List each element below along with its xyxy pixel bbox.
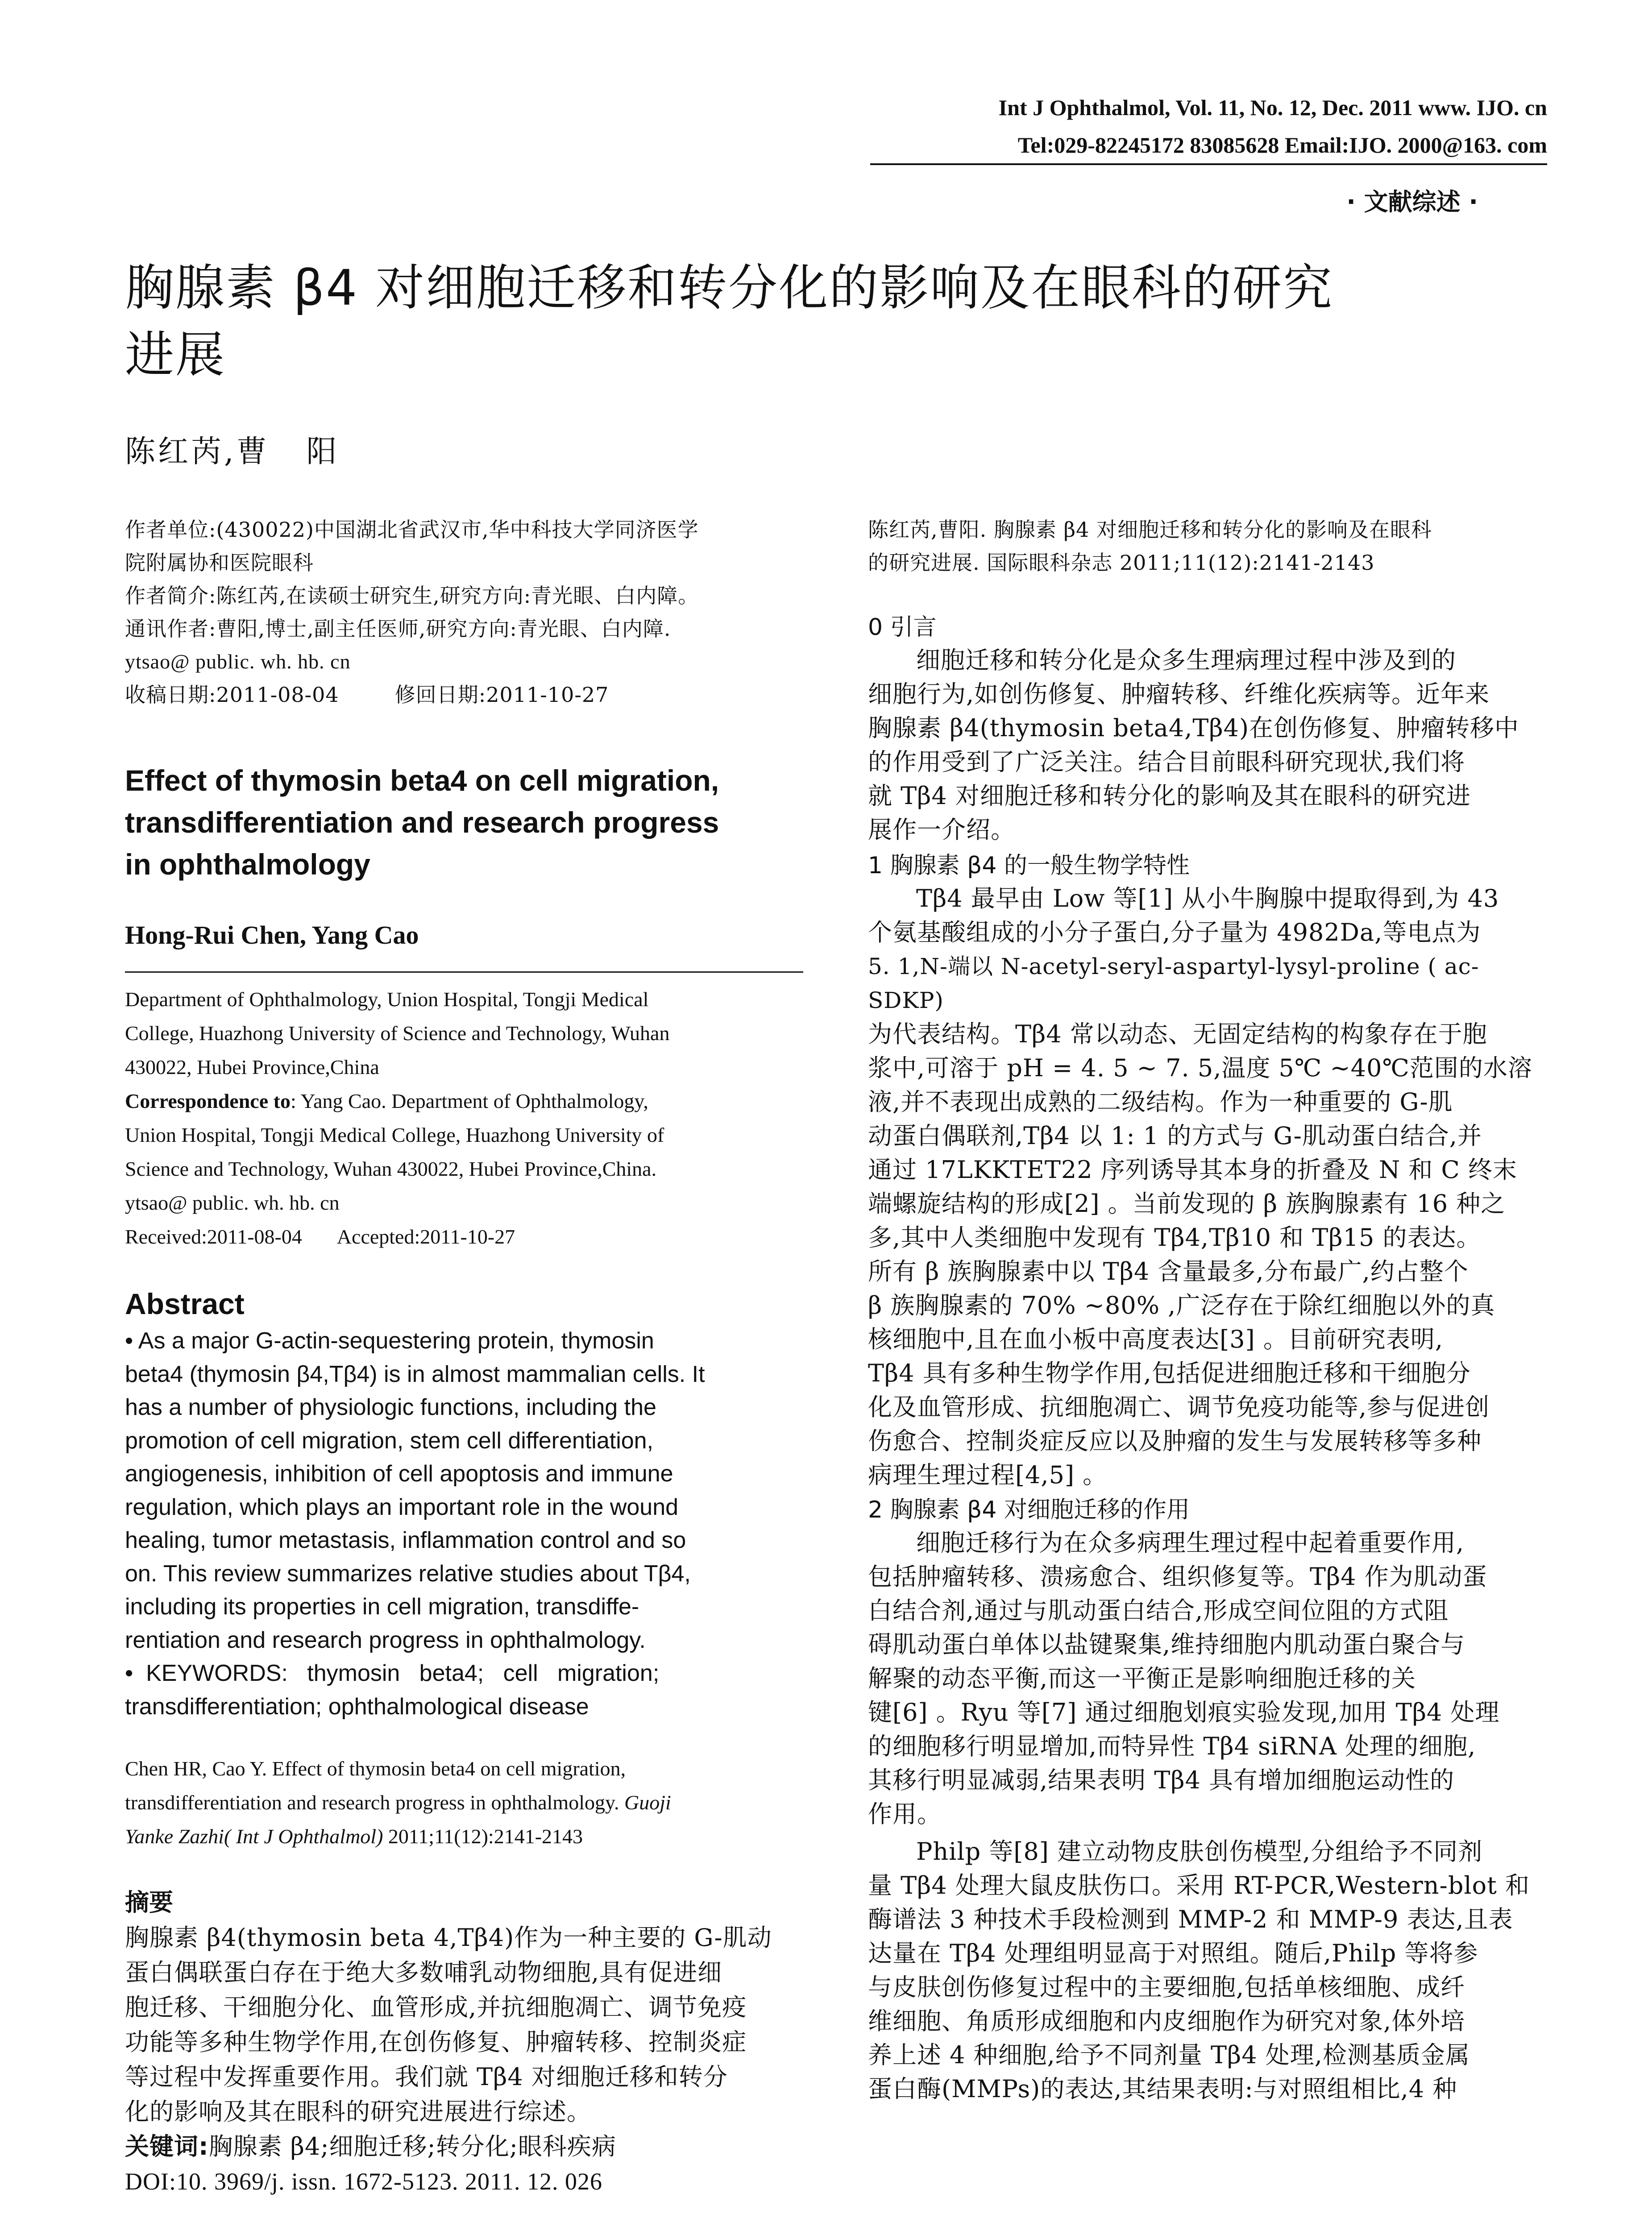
corr-line: Union Hospital, Tongji Medical College, Huazhong University of (125, 1124, 664, 1146)
section-2-heading: 2 胸腺素 β4 对细胞迁移的作用 (868, 1497, 1190, 1523)
abstract-line: promotion of cell migration, stem cell differentiation, (125, 1427, 654, 1454)
title-line-1: 胸腺素 β4 对细胞迁移和转分化的影响及在眼科的研究 (125, 259, 1334, 316)
left-column (125, 513, 803, 2199)
affil-line: 作者单位:(430022)中国湖北省武汉市,华中科技大学同济医学 (125, 518, 699, 542)
cn-abstract-line: 功能等多种生物学作用,在创伤修复、肿瘤转移、控制炎症 (125, 2028, 747, 2056)
cn-citation-line: 的研究进展. 国际眼科杂志 2011;11(12):2141-2143 (868, 551, 1375, 575)
corr-line: Science and Technology, Wuhan 430022, Hubei Province,China. (125, 1157, 657, 1180)
body-line: 达量在 Tβ4 处理组明显高于对照组。随后,Philp 等将参 (868, 1939, 1478, 1967)
abstract-line: healing, tumor metastasis, inflammation control and so (125, 1527, 686, 1553)
body-line: 酶谱法 3 种技术手段检测到 MMP-2 和 MMP-9 表达,且表 (868, 1905, 1513, 1933)
body-line: 的作用受到了广泛关注。结合目前眼科研究现状,我们将 (868, 748, 1465, 776)
affil-line: ytsao@ public. wh. hb. cn (125, 650, 351, 673)
body-line: 包括肿瘤转移、溃疡愈合、组织修复等。Tβ4 作为肌动蛋 (868, 1563, 1487, 1591)
body-line: 液,并不表现出成熟的二级结构。作为一种重要的 G-肌 (868, 1088, 1453, 1116)
body-line: 化及血管形成、抗细胞凋亡、调节免疫功能等,参与促进创 (868, 1393, 1490, 1421)
keywords-text: 胸腺素 β4;细胞迁移;转分化;眼科疾病 (208, 2132, 616, 2161)
journal-header-line2: Tel:029-82245172 83085628 Email:IJO. 2000@163. com (1017, 133, 1547, 158)
body-line: 养上述 4 种细胞,给予不同剂量 Tβ4 处理,检测基质金属 (868, 2041, 1470, 2069)
keywords-cn (125, 2129, 803, 2164)
en-title-line: Effect of thymosin beta4 on cell migration, (125, 764, 719, 797)
body-line: 端螺旋结构的形成[2] 。当前发现的 β 族胸腺素有 16 种之 (868, 1190, 1506, 1218)
right-column (868, 513, 1548, 2106)
body-line: 5. 1,N-端以 N-acetyl-seryl-aspartyl-lysyl-proline ( ac-SDKP) (868, 954, 1479, 1013)
cn-abstract-line: 化的影响及其在眼科的研究进展进行综述。 (125, 2098, 591, 2126)
citation-en (125, 1752, 803, 1854)
abstract-line: angiogenesis, inhibition of cell apoptosis and immune (125, 1461, 673, 1487)
abstract-line: • As a major G-actin-sequestering protein, thymosin (125, 1328, 654, 1354)
header-rule (870, 163, 1547, 165)
citation-volume: 2011;11(12):2141-2143 (383, 1825, 583, 1848)
body-line: 个氨基酸组成的小分子蛋白,分子量为 4982Da,等电点为 (868, 918, 1481, 946)
en-affil-line: College, Huazhong University of Science and Technology, Wuhan (125, 1022, 670, 1045)
body-line: 的细胞移行明显增加,而特异性 Tβ4 siRNA 处理的细胞, (868, 1732, 1476, 1760)
body-line: 细胞迁移和转分化是众多生理病理过程中涉及到的 (916, 646, 1456, 674)
body-line: 作用。 (868, 1800, 942, 1828)
cn-abstract-heading: 摘要 (125, 1888, 173, 1916)
en-affil-line: Department of Ophthalmology, Union Hospital, Tongji Medical (125, 988, 649, 1011)
section-tag: · 文献综述 · (1346, 188, 1478, 216)
en-title-line: transdifferentiation and research progress (125, 806, 719, 839)
body-line: 通过 17LKKTET22 序列诱导其本身的折叠及 N 和 C 终末 (868, 1156, 1517, 1184)
body-line: 白结合剂,通过与肌动蛋白结合,形成空间位阻的方式阻 (868, 1597, 1449, 1625)
section-1-heading: 1 胸腺素 β4 的一般生物学特性 (868, 852, 1190, 879)
section-0-body (868, 643, 1548, 847)
corr-email: ytsao@ public. wh. hb. cn (125, 1191, 340, 1214)
dates-line: 收稿日期:2011-08-04 修回日期:2011-10-27 (125, 683, 609, 707)
body-line: Tβ4 最早由 Low 等[1] 从小牛胸腺中提取得到,为 43 (916, 884, 1499, 912)
cn-citation (868, 513, 1548, 579)
citation-line: Chen HR, Cao Y. Effect of thymosin beta4 on cell migration, (125, 1757, 626, 1780)
body-line: 病理生理过程[4,5] 。 (868, 1461, 1108, 1489)
body-line: 所有 β 族胸腺素中以 Tβ4 含量最多,分布最广,约占整个 (868, 1257, 1469, 1286)
affil-line: 作者简介:陈红芮,在读硕士研究生,研究方向:青光眼、白内障。 (125, 584, 699, 608)
body-line: 解聚的动态平衡,而这一平衡正是影响细胞迁移的关 (868, 1664, 1416, 1692)
abstract-line: on. This review summarizes relative studies about Tβ4, (125, 1560, 691, 1587)
received-line: Received:2011-08-04 Accepted:2011-10-27 (125, 1225, 515, 1248)
keywords-en-cont: transdifferentiation; ophthalmological disease (125, 1693, 589, 1720)
body-line: 胸腺素 β4(thymosin beta4,Tβ4)在创伤修复、肿瘤转移中 (868, 714, 1519, 742)
en-affiliation (125, 983, 803, 1254)
body-line: 细胞迁移行为在众多病理生理过程中起着重要作用, (916, 1529, 1465, 1557)
body-line: 为代表结构。Tβ4 常以动态、无固定结构的构象存在于胞 (868, 1020, 1487, 1048)
doi: DOI:10. 3969/j. issn. 1672-5123. 2011. 12. 026 (125, 2168, 602, 2195)
body-line: 量 Tβ4 处理大鼠皮肤伤口。采用 RT-PCR,Western-blot 和 (868, 1871, 1530, 1899)
section-1-body (868, 882, 1548, 1492)
body-line: 键[6] 。Ryu 等[7] 通过细胞划痕实验发现,加用 Tβ4 处理 (868, 1698, 1500, 1726)
cn-citation-line: 陈红芮,曹阳. 胸腺素 β4 对细胞迁移和转分化的影响及在眼科 (868, 518, 1432, 542)
abstract-body (125, 1324, 803, 1723)
cn-abstract-line: 胞迁移、干细胞分化、血管形成,并抗细胞凋亡、调节免疫 (125, 1993, 747, 2021)
journal-name-cont: Yanke Zazhi( Int J Ophthalmol) (125, 1825, 383, 1848)
body-line: 核细胞中,且在血小板中高度表达[3] 。目前研究表明, (868, 1325, 1443, 1353)
body-line: 浆中,可溶于 pH = 4. 5 ~ 7. 5,温度 5℃ ~40℃范围的水溶 (868, 1054, 1532, 1082)
en-title (125, 759, 803, 885)
keywords-label: 关键词: (125, 2132, 209, 2161)
en-affil-line: 430022, Hubei Province,China (125, 1056, 379, 1078)
abstract-line: regulation, which plays an important role in the wound (125, 1494, 679, 1520)
body-line: 其移行明显减弱,结果表明 Tβ4 具有增加细胞运动性的 (868, 1766, 1455, 1794)
cn-abstract-line: 等过程中发挥重要作用。我们就 Tβ4 对细胞迁移和转分 (125, 2063, 728, 2091)
abstract-line: rentiation and research progress in ophthalmology. (125, 1627, 646, 1653)
affil-line: 通讯作者:曹阳,博士,副主任医师,研究方向:青光眼、白内障. (125, 617, 671, 641)
affil-line: 院附属协和医院眼科 (125, 551, 314, 575)
body-line: 动蛋白偶联剂,Tβ4 以 1: 1 的方式与 G-肌动蛋白结合,并 (868, 1122, 1482, 1150)
en-authors: Hong-Rui Chen, Yang Cao (125, 921, 419, 950)
body-line: 维细胞、角质形成细胞和内皮细胞作为研究对象,体外培 (868, 2007, 1465, 2035)
abstract-line: has a number of physiologic functions, including the (125, 1394, 656, 1420)
cn-abstract-line: 蛋白偶联蛋白存在于绝大多数哺乳动物细胞,具有促进细 (125, 1958, 722, 1986)
body-line: Tβ4 具有多种生物学作用,包括促进细胞迁移和干细胞分 (868, 1359, 1471, 1387)
citation-line (125, 1820, 803, 1854)
correspondence (125, 1084, 803, 1118)
keywords-en: • KEYWORDS: thymosin beta4; cell migration; (125, 1660, 660, 1686)
body-line: 多,其中人类细胞中发现有 Tβ4,Tβ10 和 Tβ15 的表达。 (868, 1223, 1481, 1252)
body-line: 蛋白酶(MMPs)的表达,其结果表明:与对照组相比,4 种 (868, 2075, 1457, 2103)
body-line: Philp 等[8] 建立动物皮肤创伤模型,分组给予不同剂 (916, 1837, 1483, 1866)
authors-cn: 陈红芮,曹 阳 (125, 434, 340, 469)
journal-header-line1: Int J Ophthalmol, Vol. 11, No. 12, Dec. 2011 www. IJO. cn (998, 95, 1547, 120)
citation-text: transdifferentiation and research progress in ophthalmology. (125, 1791, 619, 1814)
cn-abstract-line: 胸腺素 β4(thymosin beta 4,Tβ4)作为一种主要的 G-肌动 (125, 1924, 772, 1952)
abstract-line: beta4 (thymosin β4,Tβ4) is in almost mammalian cells. It (125, 1361, 705, 1387)
corr-text: : Yang Cao. Department of Ophthalmology, (290, 1090, 648, 1112)
citation-line (125, 1786, 803, 1820)
body-line: 展作一介绍。 (868, 816, 1015, 844)
journal-name: Guoji (624, 1791, 671, 1814)
en-title-line: in ophthalmology (125, 848, 370, 881)
section-2-body (868, 1526, 1548, 2106)
body-line: 就 Tβ4 对细胞迁移和转分化的影响及其在眼科的研究进 (868, 782, 1471, 810)
page-title (125, 254, 1333, 388)
cn-affiliation (125, 513, 803, 711)
body-line: 伤愈合、控制炎症反应以及肿瘤的发生与发展转移等多种 (868, 1427, 1482, 1455)
section-0-heading: 0 引言 (868, 614, 937, 641)
abstract-line: including its properties in cell migration, transdiffe- (125, 1594, 639, 1620)
body-line: 与皮肤创伤修复过程中的主要细胞,包括单核细胞、成纤 (868, 1973, 1465, 2001)
abstract-heading: Abstract (125, 1287, 245, 1320)
title-line-2: 进展 (125, 326, 226, 383)
body-line: 碍肌动蛋白单体以盐键聚集,维持细胞内肌动蛋白聚合与 (868, 1630, 1465, 1659)
body-line: 细胞行为,如创伤修复、肿瘤转移、纤维化疾病等。近年来 (868, 680, 1490, 708)
en-affil-rule (125, 971, 803, 973)
cn-abstract-body (125, 1920, 803, 2199)
corr-label: Correspondence to (125, 1090, 291, 1112)
body-line: β 族胸腺素的 70% ~80% ,广泛存在于除红细胞以外的真 (868, 1291, 1495, 1319)
